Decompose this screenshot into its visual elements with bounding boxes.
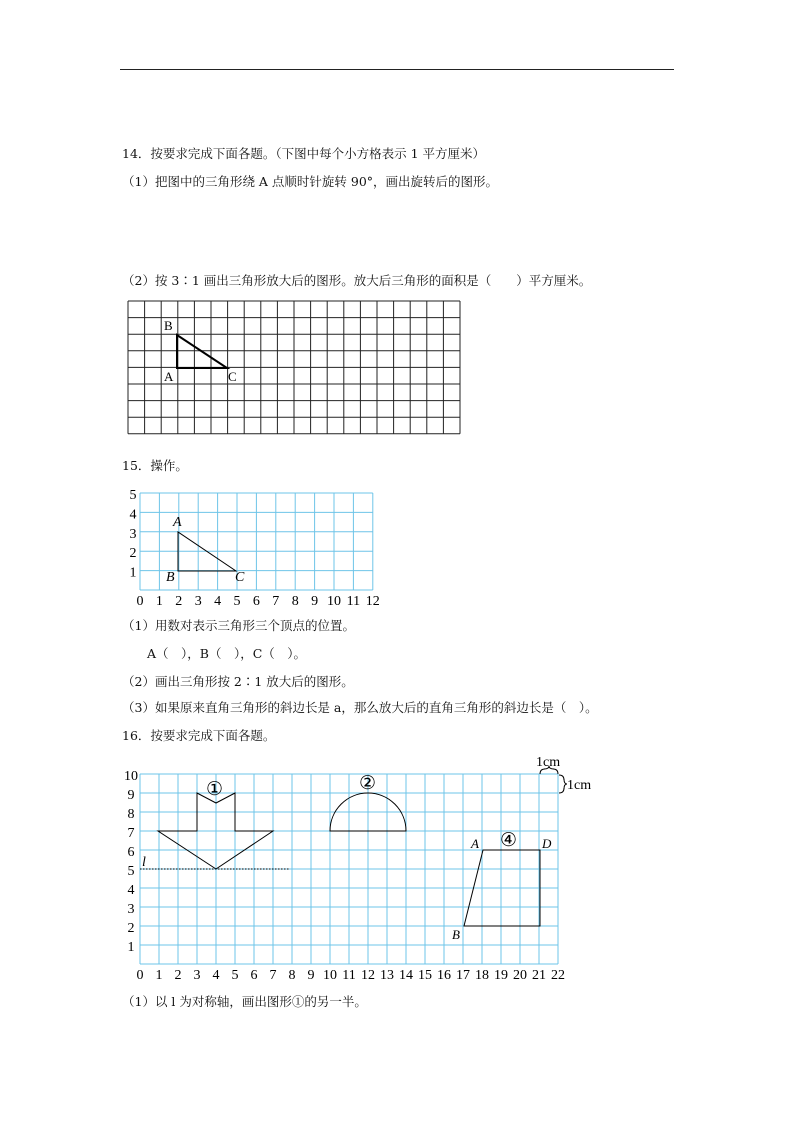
q16-x-tick-label: 2 xyxy=(174,968,182,983)
q16-shape-4-label: ④ xyxy=(500,830,518,851)
q16-y-tick-label: 2 xyxy=(127,921,135,936)
q15-y-tick-label: 2 xyxy=(129,546,137,562)
q15-part1: （1）用数对表示三角形三个顶点的位置。 xyxy=(122,618,355,633)
q16-x-tick-label: 15 xyxy=(418,968,432,983)
q15-y-tick-label: 1 xyxy=(129,565,137,581)
q16-label-a: A xyxy=(471,836,479,851)
q16-part1: （1）以 l 为对称轴，画出图形①的另一半。 xyxy=(122,994,367,1009)
q16-y-tick-label: 9 xyxy=(127,788,135,803)
q16-x-tick-label: 7 xyxy=(269,968,277,983)
q14-label-c: C xyxy=(228,369,237,384)
q16-y-ticks xyxy=(124,769,138,955)
q14-part1: （1）把图中的三角形绕 A 点顺时针旋转 90°，画出旋转后的图形。 xyxy=(122,174,499,189)
q16-x-tick-label: 3 xyxy=(193,968,201,983)
q16-y-tick-label: 3 xyxy=(127,902,135,917)
q16-y-tick-label: 8 xyxy=(127,807,135,822)
q14-label-a: A xyxy=(164,369,174,384)
q16-y-tick-label: 5 xyxy=(127,864,135,879)
q16-grid-lines xyxy=(140,774,558,964)
q15-x-tick-label: 2 xyxy=(175,594,183,609)
q16-label-b: B xyxy=(452,927,460,942)
q15-x-tick-label: 5 xyxy=(233,594,241,609)
q15-x-tick-label: 11 xyxy=(346,594,361,609)
q15-x-tick-label: 10 xyxy=(327,594,341,609)
q16-x-tick-label: 16 xyxy=(437,968,451,983)
q15-y-tick-label: 5 xyxy=(129,488,137,503)
q16-x-tick-label: 13 xyxy=(380,968,394,983)
q15-y-tick-label: 4 xyxy=(129,507,137,523)
q15-title: 15．操作。 xyxy=(122,458,188,473)
q16-x-ticks xyxy=(137,968,566,983)
q16-y-tick-label: 7 xyxy=(127,826,135,841)
q16-x-tick-label: 22 xyxy=(551,968,565,983)
q16-x-tick-label: 8 xyxy=(288,968,296,983)
q14-label-b: B xyxy=(164,318,173,333)
q16-x-tick-label: 17 xyxy=(456,968,470,983)
q15-x-tick-label: 8 xyxy=(291,594,299,609)
q16-shape-1-label: ① xyxy=(206,779,224,800)
q16-x-tick-label: 20 xyxy=(513,968,527,983)
q15-part1-answer: A（ ），B（ ），C（ ）。 xyxy=(147,646,307,661)
q15-label-c: C xyxy=(235,570,245,585)
q15-y-tick-label: 3 xyxy=(129,526,137,542)
q15-x-tick-label: 3 xyxy=(194,594,202,609)
q16-y-tick-label: 1 xyxy=(127,940,135,955)
q15-label-b: B xyxy=(166,570,175,585)
q15-label-a: A xyxy=(173,515,182,530)
q15-part2: （2）画出三角形按 2∶1 放大后的图形。 xyxy=(122,674,354,689)
q15-x-tick-label: 9 xyxy=(311,594,319,609)
q16-label-d: D xyxy=(542,836,552,851)
q16-x-tick-label: 11 xyxy=(342,968,356,983)
q16-unit-top: 1cm xyxy=(536,755,561,770)
q15-part3: （3）如果原来直角三角形的斜边长是 a，那么放大后的直角三角形的斜边长是（ ）。 xyxy=(122,700,598,715)
q15-x-tick-label: 4 xyxy=(214,594,222,609)
q15-x-tick-label: 12 xyxy=(365,594,380,609)
q16-y-tick-label: 10 xyxy=(124,769,138,784)
q15-x-tick-label: 6 xyxy=(252,594,260,609)
q16-x-tick-label: 0 xyxy=(136,968,144,983)
q16-x-tick-label: 21 xyxy=(532,968,546,983)
q15-x-tick-label: 1 xyxy=(155,594,163,609)
q16-title: 16．按要求完成下面各题。 xyxy=(122,728,276,743)
q16-x-tick-label: 5 xyxy=(231,968,239,983)
q16-y-tick-label: 6 xyxy=(127,845,135,860)
q16-x-tick-label: 6 xyxy=(250,968,258,983)
q16-y-tick-label: 4 xyxy=(127,883,135,898)
q16-x-tick-label: 1 xyxy=(155,968,163,983)
q16-x-tick-label: 4 xyxy=(212,968,220,983)
q16-x-tick-label: 18 xyxy=(475,968,489,983)
q14-part2: （2）按 3∶1 画出三角形放大后的图形。放大后三角形的面积是（ ）平方厘米。 xyxy=(122,273,592,288)
q16-shape-2-label: ② xyxy=(359,773,377,794)
q16-x-tick-label: 19 xyxy=(494,968,508,983)
q15-x-tick-label: 7 xyxy=(272,594,280,609)
q16-x-tick-label: 9 xyxy=(307,968,315,983)
q16-x-tick-label: 14 xyxy=(399,968,413,983)
q16-unit-brace-right xyxy=(559,775,567,793)
q14-title: 14．按要求完成下面各题。（下图中每个小方格表示 1 平方厘米） xyxy=(122,146,486,161)
q16-x-tick-label: 12 xyxy=(361,968,375,983)
q16-unit-right: 1cm xyxy=(567,778,592,793)
q15-x-tick-label: 0 xyxy=(136,594,144,609)
q16-axis-label: l xyxy=(142,855,146,870)
q16-x-tick-label: 10 xyxy=(323,968,337,983)
